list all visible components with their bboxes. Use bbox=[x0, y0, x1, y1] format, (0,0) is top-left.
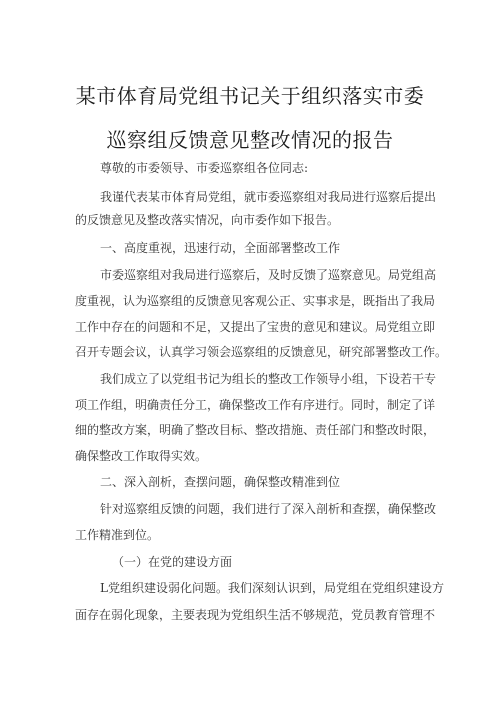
paragraph-line: 我谨代表某市体育局党组，就市委巡察组对我局进行巡察后提出 bbox=[100, 190, 437, 204]
paragraph-line: 针对巡察组反馈的问题，我们进行了深入剖析和查摆，确保整改 bbox=[100, 502, 437, 516]
paragraph-line: 召开专题会议，认真学习领会巡察组的反馈意见，研究部署整改工作。 bbox=[75, 345, 448, 359]
paragraph-line: L党组织建设弱化问题。我们深刻认识到，局党组在党组织建设方 bbox=[100, 581, 444, 595]
paragraph-line: 确保整改工作取得实效。 bbox=[75, 449, 208, 463]
document-title-line-1: 某市体育局党组书记关于组织落实市委 bbox=[75, 84, 425, 108]
paragraph-line: 工作中存在的问题和不足，又提出了宝贵的意见和建议。局党组立即 bbox=[75, 320, 436, 334]
section-heading: 二、深入剖析，查摆问题，确保整改精准到位 bbox=[100, 475, 341, 489]
paragraph-line: 工作精准到位。 bbox=[75, 528, 160, 542]
paragraph-line: 我们成立了以党组书记为组长的整改工作领导小组，下设若干专 bbox=[100, 372, 437, 386]
subsection-heading: （一）在党的建设方面 bbox=[112, 555, 233, 569]
paragraph-line: 度重视，认为巡察组的反馈意见客观公正、实事求是，既指出了我局 bbox=[75, 294, 436, 308]
salutation: 尊敬的市委领导、市委巡察组各位同志: bbox=[100, 161, 309, 175]
section-heading: 一、高度重视，迅速行动，全面部署整改工作 bbox=[100, 241, 341, 255]
paragraph-line: 面存在弱化现象，主要表现为党组织生活不够规范，党员教育管理不 bbox=[75, 608, 436, 622]
document-title-line-2: 巡察组反馈意见整改情况的报告 bbox=[106, 128, 394, 152]
paragraph-line: 细的整改方案，明确了整改目标、整改措施、责任部门和整改时限， bbox=[75, 423, 436, 437]
paragraph-line: 的反馈意见及整改落实情况，向市委作如下报告。 bbox=[75, 213, 340, 227]
paragraph-line: 项工作组，明确责任分工，确保整改工作有序进行。同时，制定了详 bbox=[75, 398, 436, 412]
paragraph-line: 市委巡察组对我局进行巡察后，及时反馈了巡察意见。局党组高 bbox=[100, 268, 437, 282]
